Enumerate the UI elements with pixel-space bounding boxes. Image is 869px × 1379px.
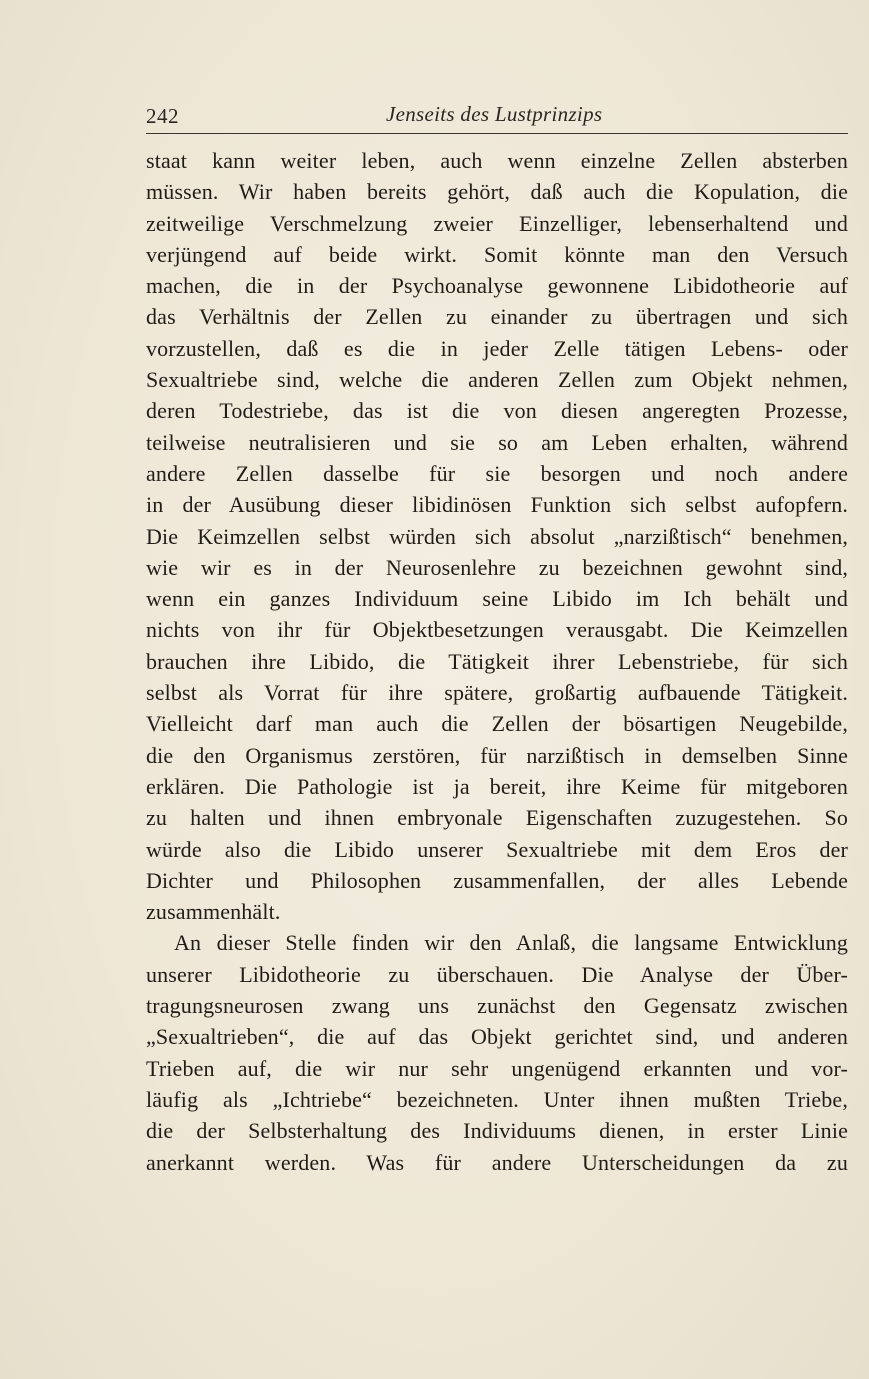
page-number: 242 xyxy=(146,104,179,128)
text-line: wie wir es in der Neurosenlehre zu bezeichnen gewohnt sind, xyxy=(146,554,848,580)
text-line: teilweise neutralisieren und sie so am Leben erhalten, während xyxy=(146,429,848,455)
body-text xyxy=(146,145,848,1178)
text-line: unserer Libidotheorie zu überschauen. Die Analyse der Über- xyxy=(146,961,848,987)
text-line: selbst als Vorrat für ihre spätere, großartig aufbauende Tätigkeit. xyxy=(146,680,848,706)
text-line: brauchen ihre Libido, die Tätigkeit ihrer Lebenstriebe, für sich xyxy=(146,648,848,674)
text-line: zu halten und ihnen embryonale Eigenschaften zuzugestehen. So xyxy=(146,805,848,831)
text-line: vorzustellen, daß es die in jeder Zelle tätigen Lebens- oder xyxy=(146,335,848,361)
text-line: machen, die in der Psychoanalyse gewonnene Libidotheorie auf xyxy=(146,273,848,299)
text-line: die der Selbsterhaltung des Individuums dienen, in erster Linie xyxy=(146,1118,848,1144)
text-line: Dichter und Philosophen zusammenfallen, der alles Lebende xyxy=(146,867,848,893)
text-line: wenn ein ganzes Individuum seine Libido im Ich behält und xyxy=(146,586,848,612)
paragraph-first-line: An dieser Stelle finden wir den Anlaß, die langsame Entwicklung xyxy=(174,930,848,956)
text-line: erklären. Die Pathologie ist ja bereit, ihre Keime für mitgeboren xyxy=(146,773,848,799)
paragraph-end-line: zusammenhält. xyxy=(146,899,281,925)
text-line: staat kann weiter leben, auch wenn einzelne Zellen absterben xyxy=(146,148,848,173)
text-line: andere Zellen dasselbe für sie besorgen und noch andere xyxy=(146,460,848,486)
text-line: deren Todestriebe, das ist die von diesen angeregten Prozesse, xyxy=(146,398,848,424)
header-rule xyxy=(146,133,848,134)
page-header xyxy=(146,100,848,130)
text-line: tragungsneurosen zwang uns zunächst den Gegensatz zwischen xyxy=(146,993,848,1019)
text-line: nichts von ihr für Objektbesetzungen verausgabt. Die Keimzellen xyxy=(146,617,848,643)
text-line: Sexualtriebe sind, welche die anderen Zellen zum Objekt nehmen, xyxy=(146,367,848,393)
running-title: Jenseits des Lustprinzips xyxy=(386,102,603,126)
text-line: anerkannt werden. Was für andere Unterscheidungen da zu xyxy=(146,1149,848,1175)
text-line: zeitweilige Verschmelzung zweier Einzelliger, lebenserhaltend und xyxy=(146,210,848,236)
text-line: „Sexualtrieben“, die auf das Objekt gerichtet sind, und anderen xyxy=(146,1024,848,1050)
text-line: verjüngend auf beide wirkt. Somit könnte man den Versuch xyxy=(146,241,848,267)
text-line: würde also die Libido unserer Sexualtriebe mit dem Eros der xyxy=(146,836,848,862)
text-line: läufig als „Ichtriebe“ bezeichneten. Unter ihnen mußten Triebe, xyxy=(146,1086,848,1112)
text-line: Trieben auf, die wir nur sehr ungenügend erkannten und vor- xyxy=(146,1055,848,1081)
text-line: Vielleicht darf man auch die Zellen der bösartigen Neugebilde, xyxy=(146,711,848,737)
text-line: das Verhältnis der Zellen zu einander zu übertragen und sich xyxy=(146,304,848,330)
text-line: die den Organismus zerstören, für narzißtisch in demselben Sinne xyxy=(146,742,848,768)
text-line: müssen. Wir haben bereits gehört, daß auch die Kopulation, die xyxy=(146,179,848,205)
text-line: in der Ausübung dieser libidinösen Funktion sich selbst aufopfern. xyxy=(146,492,848,518)
text-line: Die Keimzellen selbst würden sich absolut „narzißtisch“ benehmen, xyxy=(146,523,848,549)
